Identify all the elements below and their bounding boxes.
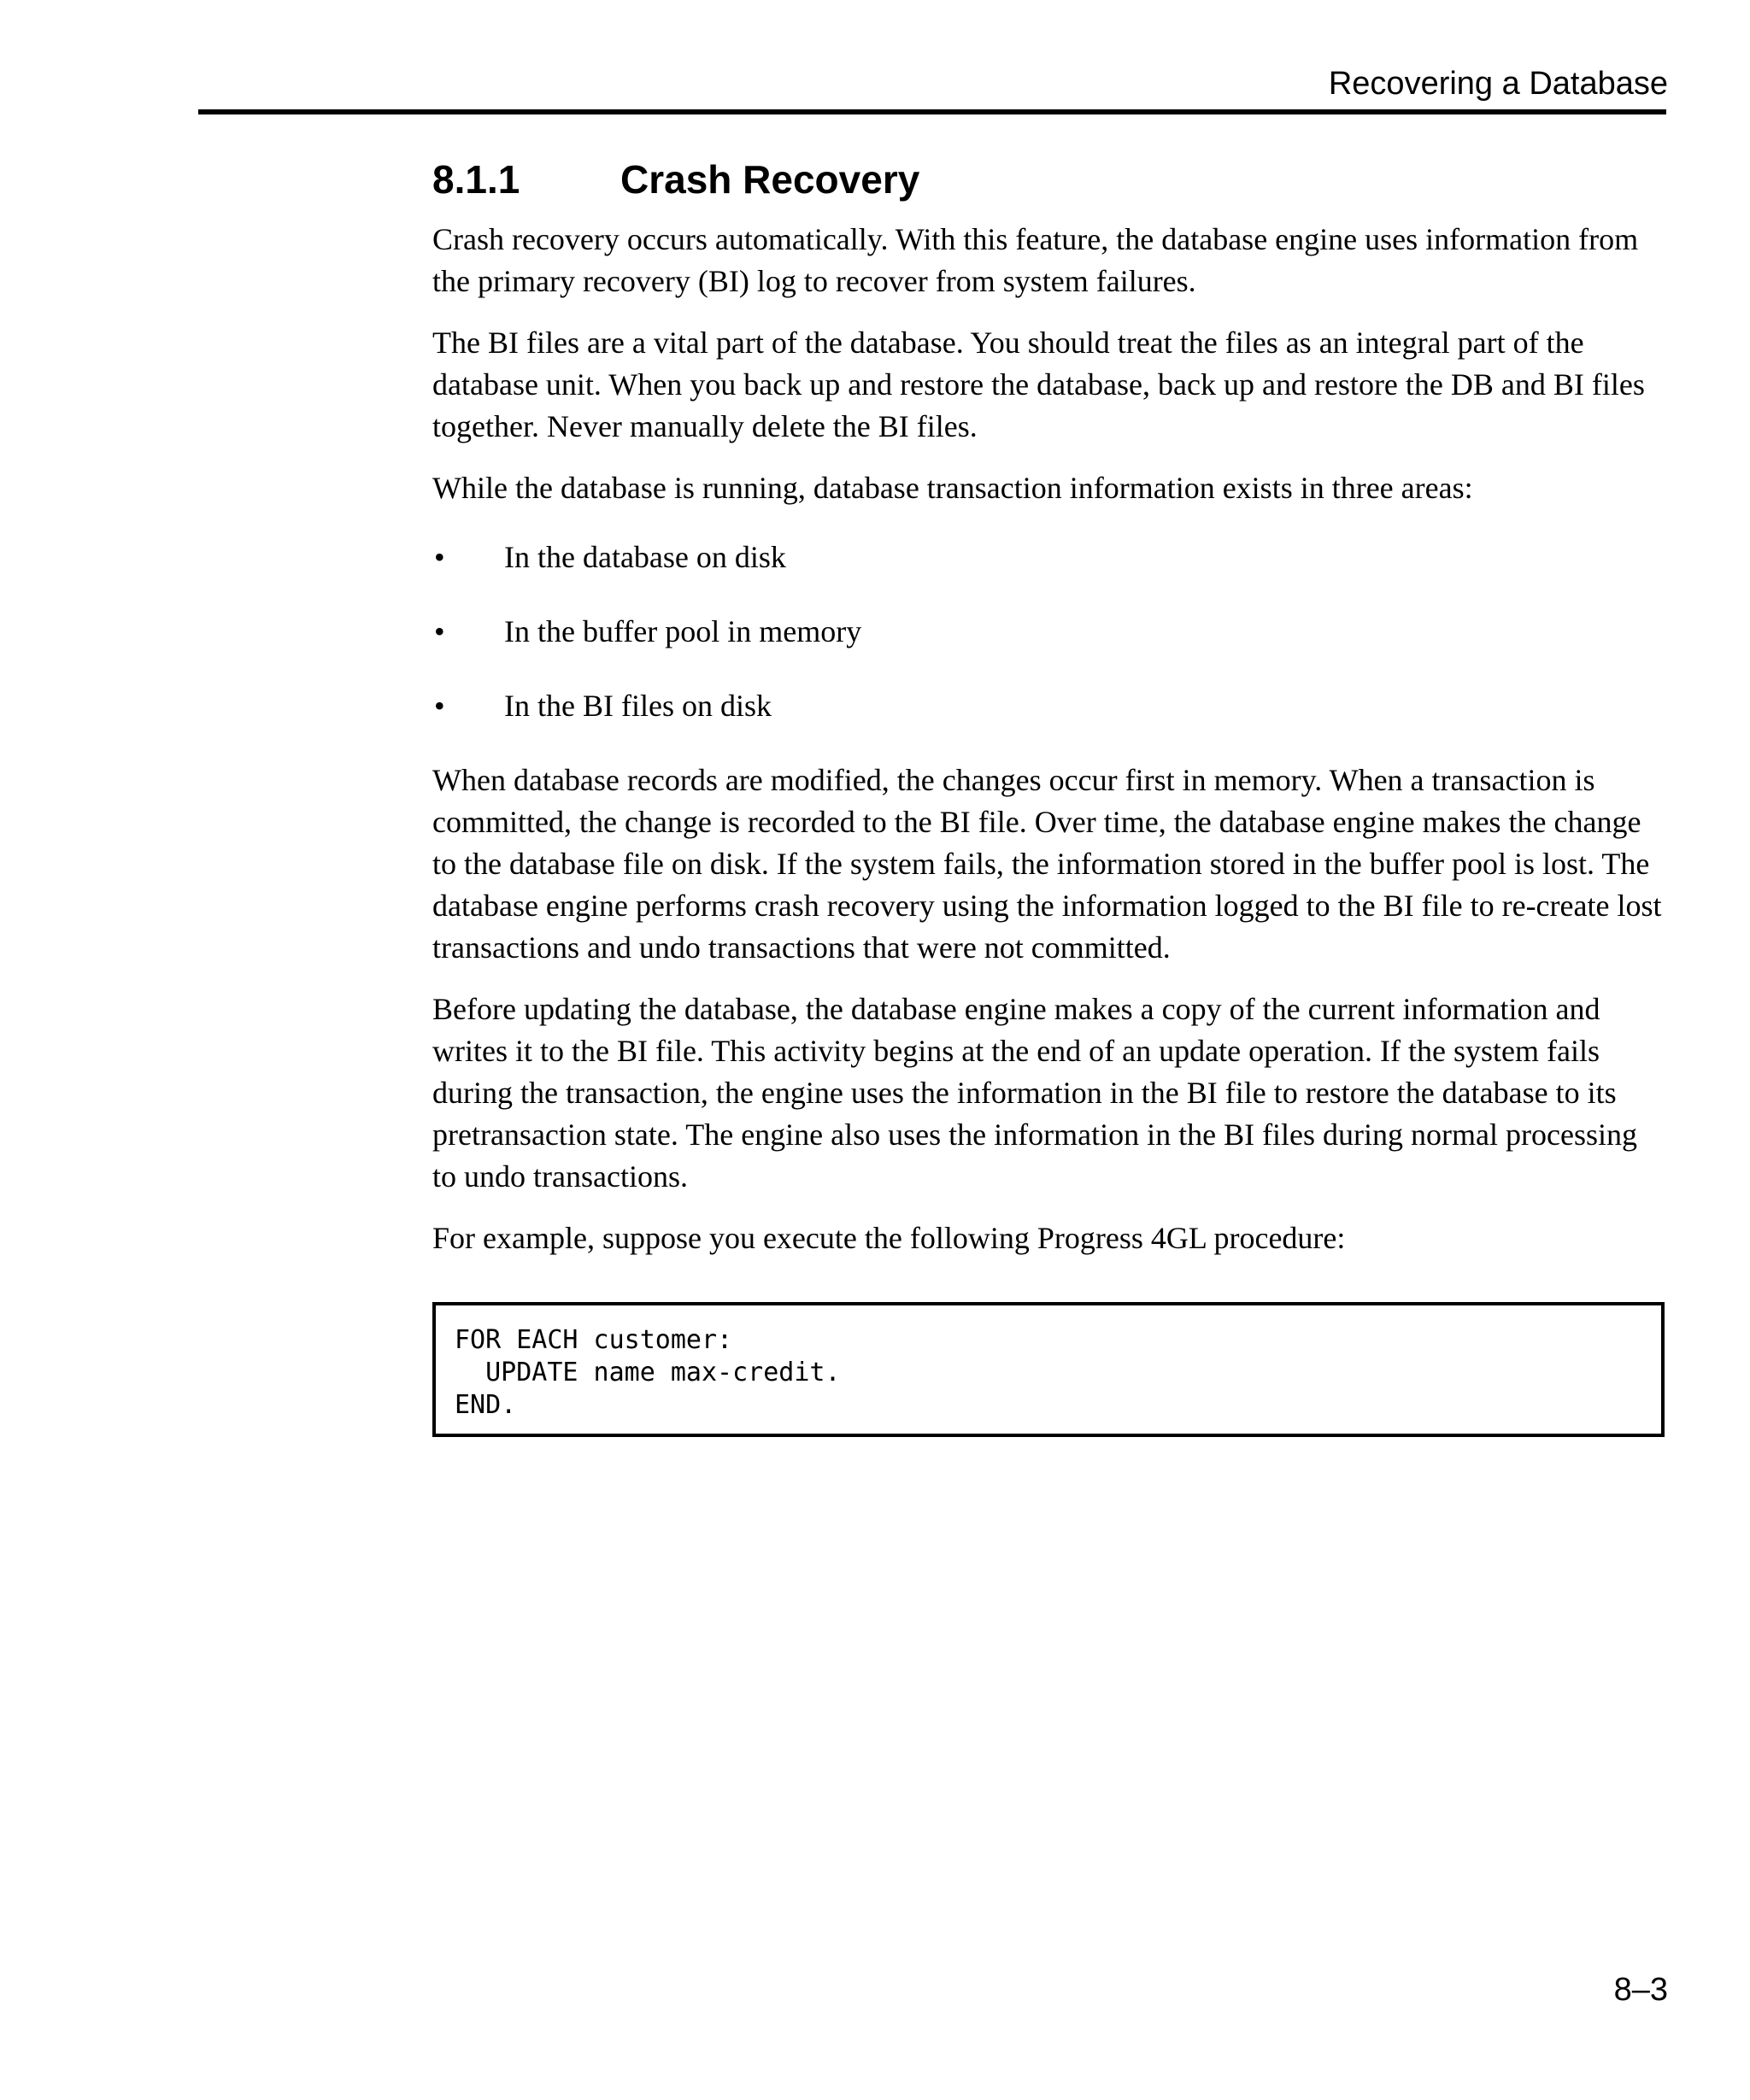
bullet-icon: • bbox=[434, 614, 445, 648]
list-item-text: In the BI files on disk bbox=[504, 689, 772, 723]
list-item bbox=[432, 611, 1668, 653]
code-line: FOR EACH customer: bbox=[455, 1325, 733, 1355]
paragraph: Before updating the database, the database engine makes a copy of the current information and writes it to the BI file. This activity begins at the end of an update operation. If the system fails during the transaction, the engine uses the information in the BI file to restore the database to its pretransaction state. The engine also uses the information in the BI files during normal processing to undo transactions. bbox=[432, 992, 1637, 1194]
list-item bbox=[432, 537, 1668, 578]
paragraph: Crash recovery occurs automatically. With this feature, the database engine uses information from the primary recovery (BI) log to recover from system failures. bbox=[432, 222, 1639, 298]
paragraph: The BI files are a vital part of the database. You should treat the files as an integral part of the database unit. When you back up and restore the database, back up and restore the DB and BI files together. Never manually delete the BI files. bbox=[432, 326, 1645, 443]
header-rule bbox=[198, 109, 1666, 114]
bullet-icon: • bbox=[434, 689, 445, 723]
list-item-text: In the buffer pool in memory bbox=[504, 614, 862, 648]
list-item bbox=[432, 685, 1668, 727]
paragraph: When database records are modified, the changes occur first in memory. When a transaction is committed, the change is recorded to the BI file. Over time, the database engine makes the change to the database file on disk. If the system fails, the information stored in the buffer pool is lost. The database engine performs crash recovery using the information logged to the BI file to re-create lost transactions and undo transactions that were not committed. bbox=[432, 763, 1662, 965]
code-block bbox=[432, 1302, 1665, 1437]
code-line: END. bbox=[455, 1390, 517, 1420]
page-number: 8–3 bbox=[1613, 1972, 1668, 2008]
page-content bbox=[432, 155, 1668, 1437]
section-number: 8.1.1 bbox=[432, 157, 520, 202]
paragraph: For example, suppose you execute the following Progress 4GL procedure: bbox=[432, 1221, 1346, 1255]
paragraph: While the database is running, database transaction information exists in three areas: bbox=[432, 471, 1473, 505]
section-title: Crash Recovery bbox=[620, 157, 920, 202]
bullet-list bbox=[432, 537, 1668, 727]
running-header: Recovering a Database bbox=[1328, 66, 1668, 102]
bullet-icon: • bbox=[434, 540, 445, 574]
list-item-text: In the database on disk bbox=[504, 540, 786, 574]
code-line: UPDATE name max-credit. bbox=[455, 1358, 841, 1387]
section-heading bbox=[432, 155, 1668, 203]
